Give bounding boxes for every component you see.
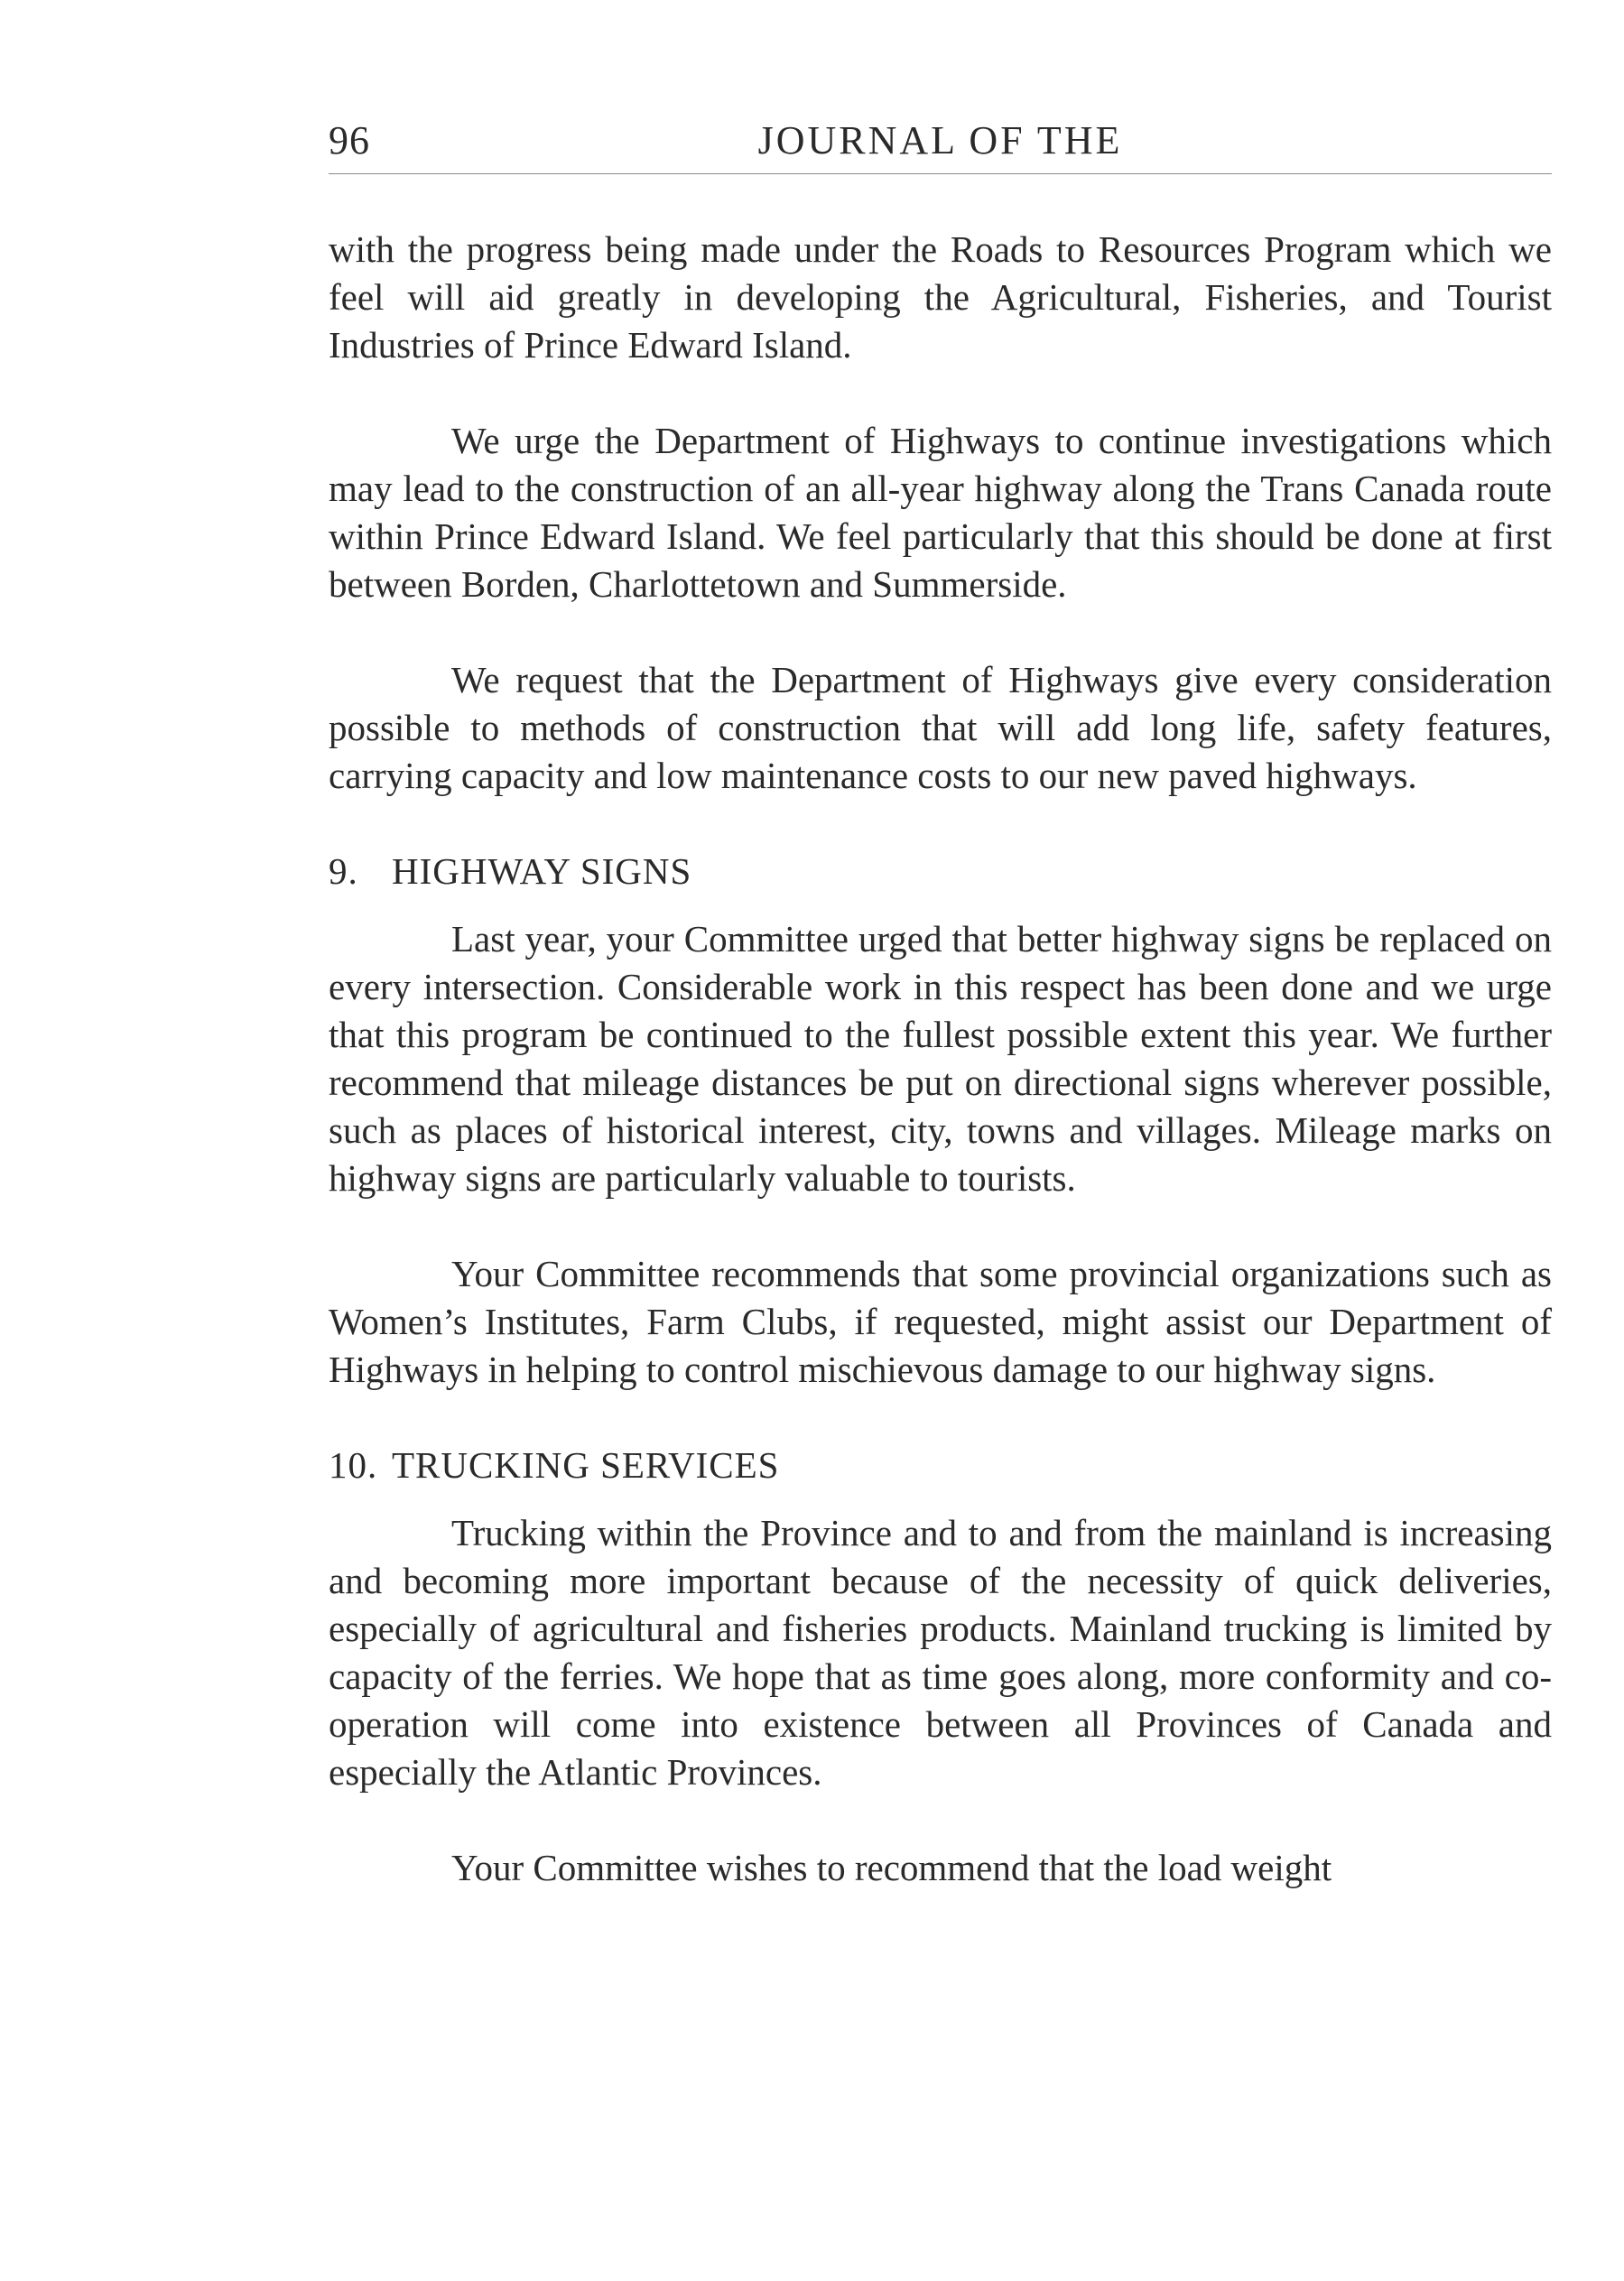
- paragraph: Last year, your Committee urged that better highway signs be replaced on every intersection. Considerable work in this respect has been done and we urge that this program be continued to the fullest possible extent this year. We further recommend that mileage distances be put on directional signs wherever possible, such as places of historical interest, city, towns and villages. Mileage marks on highway signs are particularly valuable to tourists.: [329, 918, 1552, 1199]
- paragraph-truncated: Your Committee wishes to recommend that the load weight: [451, 1847, 1332, 1888]
- section-number: 9.: [329, 850, 358, 892]
- section-heading-highway-signs: [329, 848, 1552, 895]
- running-head: JOURNAL OF THE: [757, 118, 1123, 162]
- paragraph: We request that the Department of Highways give every consideration possible to methods of construction that will add long life, safety features, carrying capacity and low maintenance costs to our new paved highways.: [329, 659, 1552, 796]
- paragraph: Your Committee recommends that some provincial organizations such as Women’s Institutes, Farm Clubs, if requested, might assist our Department of Highways in helping to control mischievous damage to our highway signs.: [329, 1253, 1552, 1390]
- paragraph: We urge the Department of Highways to continue investigations which may lead to the construction of an all-year highway along the Trans Canada route within Prince Edward Island. We feel particularly that this should be done at first between Borden, Charlottetown and Summerside.: [329, 420, 1552, 605]
- header-rule: [329, 173, 1552, 174]
- section-title: HIGHWAY SIGNS: [392, 850, 692, 892]
- page-header: [329, 108, 1552, 177]
- body-text: [329, 226, 1552, 1892]
- document-page: [329, 108, 1552, 1940]
- section-number: 10.: [329, 1444, 378, 1486]
- page-number: 96: [329, 118, 370, 162]
- paragraph-continued: with the progress being made under the Roads to Resources Program which we feel will aid greatly in developing the Agricultural, Fisheries, and Tourist Industries of Prince Edward Island.: [329, 228, 1552, 366]
- section-title: TRUCKING SERVICES: [392, 1444, 780, 1486]
- paragraph: Trucking within the Province and to and from the mainland is increasing and becoming more important because of the necessity of quick deliveries, especially of agricultural and fisheries products. Mainland trucking is limited by capacity of the ferries. We hope that as time goes along, more conformity and co-operation will come into existence between all Provinces of Canada and especially the Atlantic Provinces.: [329, 1512, 1552, 1793]
- section-heading-trucking-services: [329, 1442, 1552, 1489]
